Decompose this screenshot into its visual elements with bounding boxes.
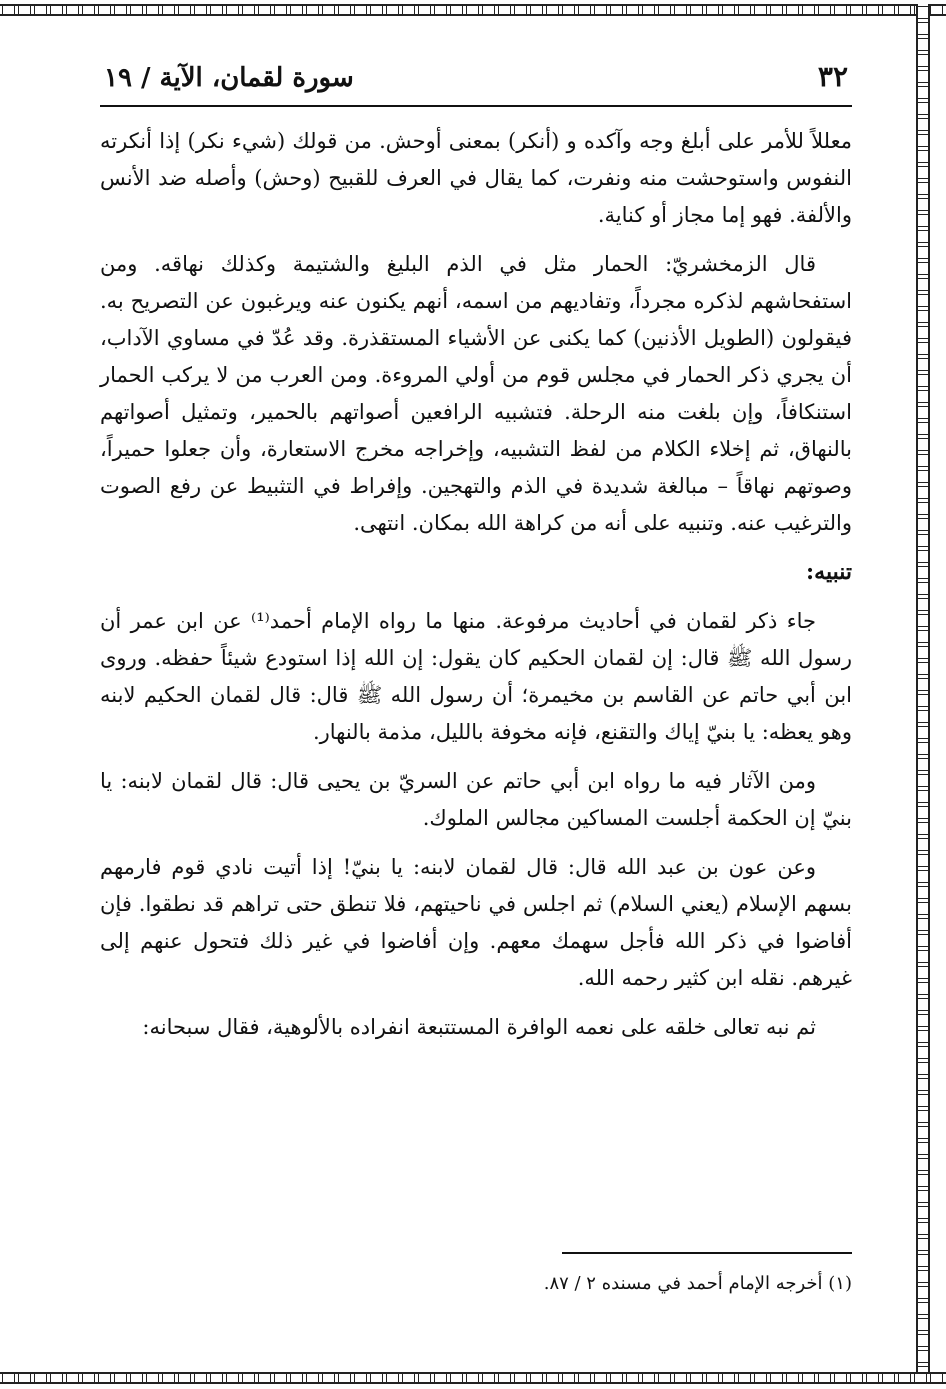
section-paragraph-4: ثم نبه تعالى خلقه على نعمه الوافرة المستتبعة انفراده بالألوهية، فقال سبحانه: [142,1015,816,1039]
decorative-border-top [0,4,946,16]
footnote-divider [562,1252,852,1254]
body-text [100,123,852,1046]
paragraph-1: معللاً للأمر على أبلغ وجه وآكده و (أنكر) بمعنى أوحش. من قولك (شيء نكر) إذا أنكرته النفوس واستوحشت منه ونفرت، كما يقال في العرف للقبيح (وحش) وأصله ضد الأنس والألفة. فهو إما مجاز أو كناية. [100,129,852,227]
page-number: ٣٢ [817,60,848,93]
page-content [100,60,852,1058]
decorative-border-right [916,4,930,1384]
running-header [100,60,852,107]
decorative-border-bottom [0,1372,946,1384]
footnote: (١) أخرجه الإمام أحمد في مسنده ٢ / ٨٧. [543,1273,852,1294]
section-paragraph-1: جاء ذكر لقمان في أحاديث مرفوعة. منها ما رواه الإمام أحمد⁽¹⁾ عن ابن عمر أن رسول الله ﷺ قال: إن لقمان الحكيم كان يقول: إن الله إذا استودع شيئاً حفظه. وروى ابن أبي حاتم عن القاسم بن مخيمرة؛ أن رسول الله ﷺ قال: قال لقمان الحكيم لابنه وهو يعظه: يا بنيّ إياك والتقنع، فإنه مخوفة بالليل، مذمة بالنهار. [100,609,852,744]
paragraph-2: قال الزمخشريّ: الحمار مثل في الذم البليغ والشتيمة وكذلك نهاقه. ومن استفحاشهم لذكره مجرداً، وتفاديهم من اسمه، أنهم يكنون عنه ويرغبون عن التصريح به. فيقولون (الطويل الأذنين) كما يكنى عن الأشياء المستقذرة. وقد عُدّ في مساوي الآداب، أن يجري ذكر الحمار في مجلس قوم من أولي المروءة. ومن العرب من لا يركب الحمار استنكافاً، وإن بلغت منه الرحلة. فتشبيه الرافعين أصواتهم بالحمير، وتمثيل أصواتهم بالنهاق، ثم إخلاء الكلام من لفظ التشبيه، وإخراجه مخرج الاستعارة، وأن جعلوا حميراً، وصوتهم نهاقاً – مبالغة شديدة في الذم والتهجين. وإفراط في التثبيط عن رفع الصوت والترغيب عنه. وتنبيه على أنه من كراهة الله بمكان. انتهى. [100,252,852,535]
section-paragraph-2: ومن الآثار فيه ما رواه ابن أبي حاتم عن السريّ بن يحيى قال: قال لقمان لابنه: يا بنيّ إن الحكمة أجلست المساكين مجالس الملوك. [100,769,852,830]
section-paragraph-3: وعن عون بن عبد الله قال: قال لقمان لابنه: يا بنيّ! إذا أتيت نادي قوم فارمهم بسهم الإسلام (يعني السلام) ثم اجلس في ناحيتهم، فلا تنطق حتى تراهم قد نطقوا. فإن أفاضوا في ذكر الله فأجل سهمك معهم. وإن أفاضوا في غير ذلك فتحول عنهم إلى غيرهم. نقله ابن كثير رحمه الله. [100,855,852,990]
running-title: سورة لقمان، الآية / ١٩ [104,63,354,93]
section-heading: تنبيه: [806,559,852,585]
